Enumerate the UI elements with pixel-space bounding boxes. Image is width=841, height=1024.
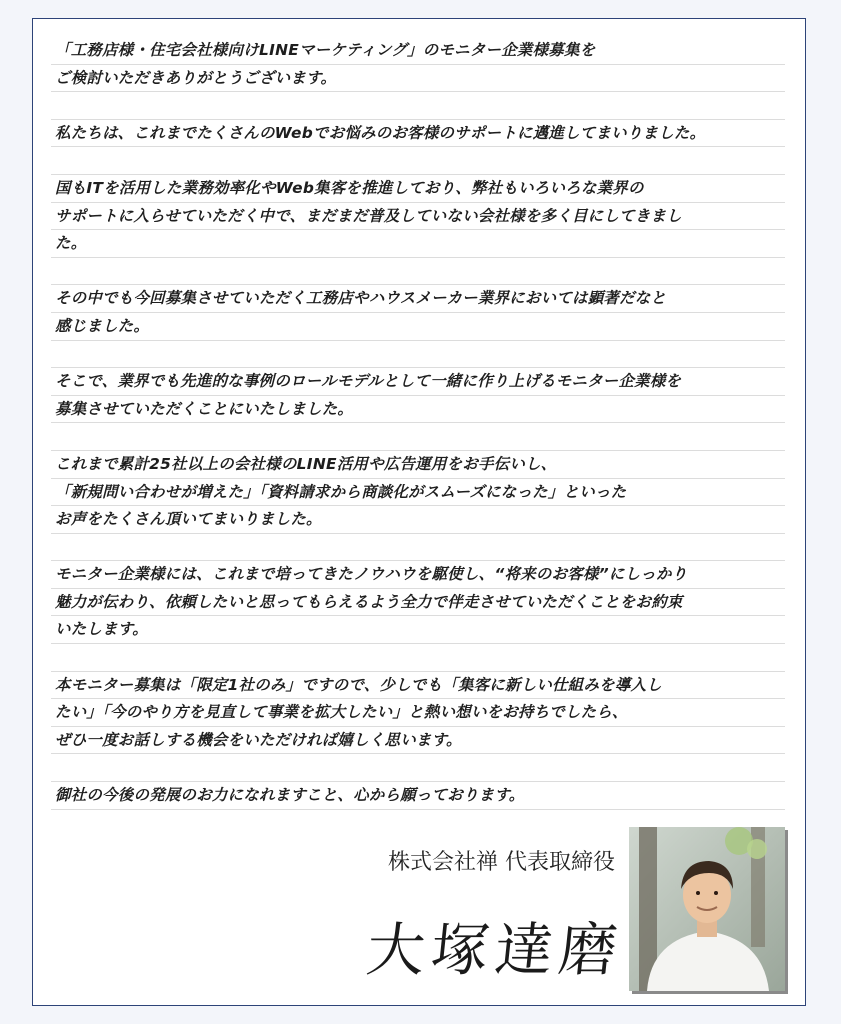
letter-line: 募集させていただくことにいたしました。 <box>51 396 785 424</box>
letter-line: た。 <box>51 230 785 258</box>
letter-line: 「工務店様・住宅会社様向けLINEマーケティング」のモニター企業様募集を <box>51 37 785 65</box>
letter-line: 御社の今後の発展のお力になれますこと、心から願っております。 <box>51 782 785 810</box>
letter-line: モニター企業様には、これまで培ってきたノウハウを駆使し、“将来のお客様”にしっかり <box>51 561 785 589</box>
letter-line: お声をたくさん頂いてまいりました。 <box>51 506 785 534</box>
letter-line-blank <box>51 644 785 672</box>
letter-line: 「新規問い合わせが増えた」「資料請求から商談化がスムーズになった」といった <box>51 479 785 507</box>
letter-line-blank <box>51 147 785 175</box>
company-title: 株式会社禅 代表取締役 <box>388 850 615 875</box>
letter-line: ご検討いただきありがとうございます。 <box>51 65 785 93</box>
letter-line: 本モニター募集は「限定1社のみ」ですので、少しでも「集客に新しい仕組みを導入し <box>51 672 785 700</box>
letter-line: そこで、業界でも先進的な事例のロールモデルとして一緒に作り上げるモニター企業様を <box>51 368 785 396</box>
letter-line: その中でも今回募集させていただく工務店やハウスメーカー業界においては顕著だなと <box>51 285 785 313</box>
signature-name: 大塚達磨 <box>363 916 627 984</box>
letter-line-blank <box>51 92 785 120</box>
letter-line: たい」「今のやり方を見直して事業を拡大したい」と熱い想いをお持ちでしたら、 <box>51 699 785 727</box>
letter-line: 感じました。 <box>51 313 785 341</box>
letter-body <box>51 37 785 810</box>
letter-line: ぜひ一度お話しする機会をいただければ嬉しく思います。 <box>51 727 785 755</box>
letter-line: 魅力が伝わり、依頼したいと思ってもらえるよう全力で伴走させていただくことをお約束 <box>51 589 785 617</box>
letter-line-blank <box>51 754 785 782</box>
letter-line-blank <box>51 423 785 451</box>
letter-line: これまで累計25社以上の会社様のLINE活用や広告運用をお手伝いし、 <box>51 451 785 479</box>
letter-line-blank <box>51 258 785 286</box>
letter-line-blank <box>51 341 785 369</box>
letter-line: サポートに入らせていただく中で、まだまだ普及していない会社様を多く目にしてきまし <box>51 203 785 231</box>
letter-line-blank <box>51 534 785 562</box>
person-portrait-icon <box>629 827 785 991</box>
letter-frame <box>32 18 806 1006</box>
letter-line: 私たちは、これまでたくさんのWebでお悩みのお客様のサポートに邁進してまいりました。 <box>51 120 785 148</box>
letter-line: 国もITを活用した業務効率化やWeb集客を推進しており、弊社もいろいろな業界の <box>51 175 785 203</box>
signature-block <box>283 845 627 984</box>
letter-line: いたします。 <box>51 616 785 644</box>
